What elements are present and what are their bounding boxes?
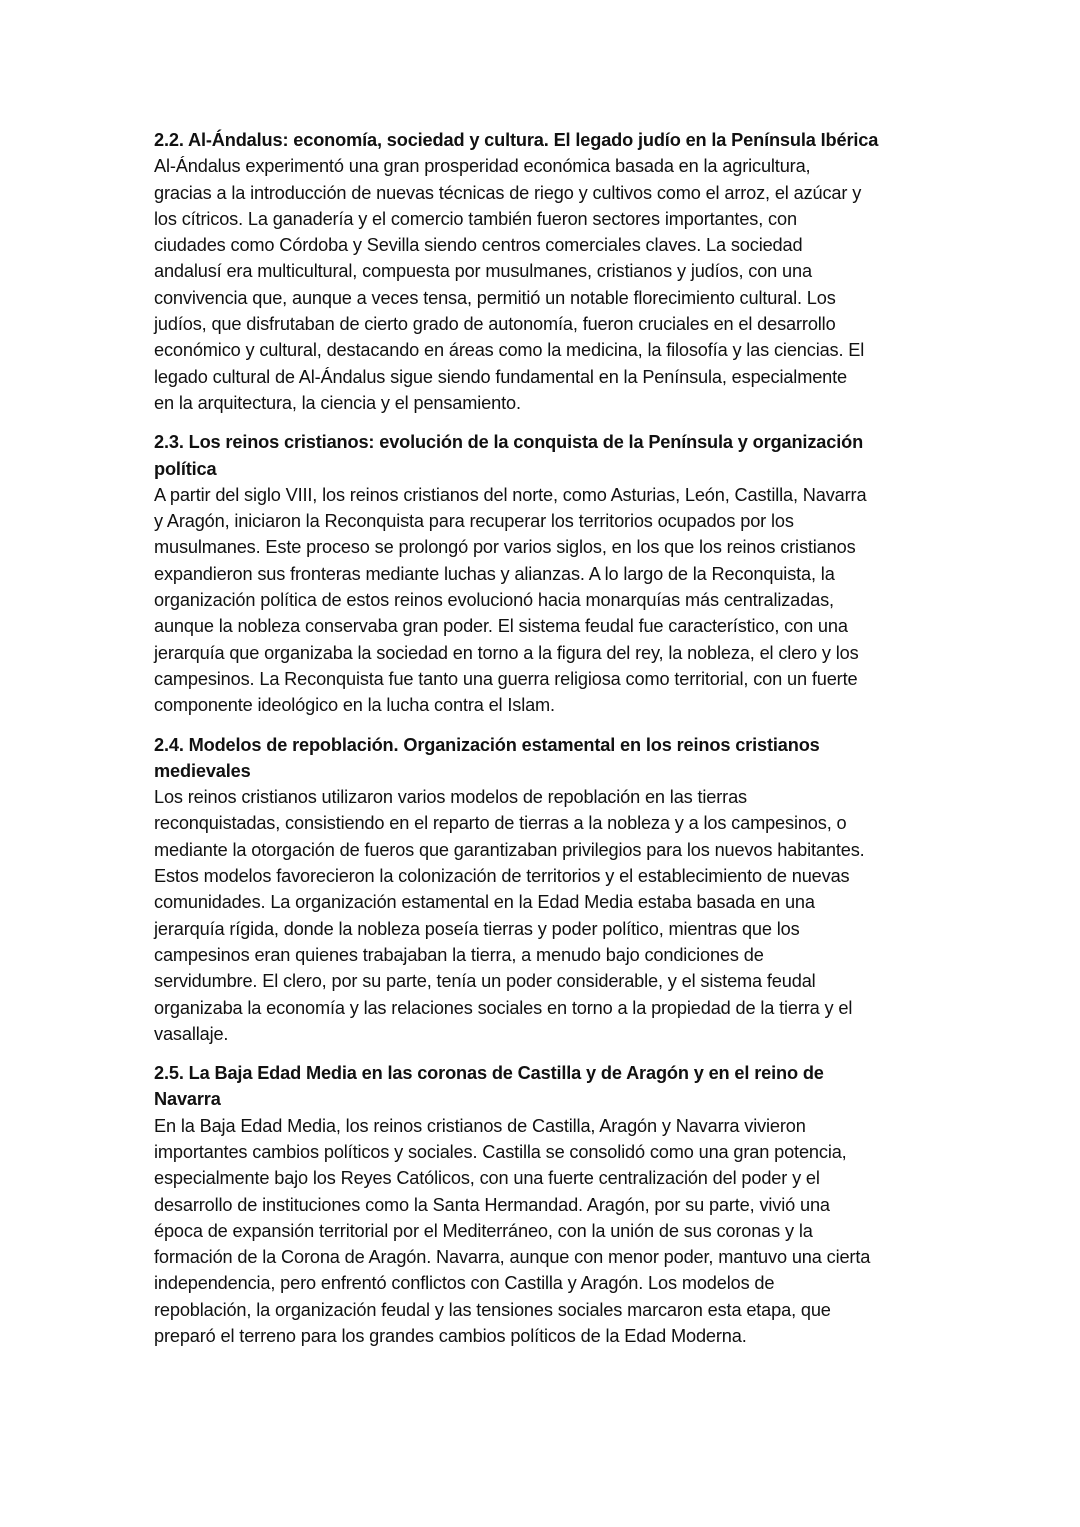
body-line: En la Baja Edad Media, los reinos cristianos de Castilla, Aragón y Navarra vivieron: [154, 1115, 806, 1136]
body-line: independencia, pero enfrentó conflictos con Castilla y Aragón. Los modelos de: [154, 1273, 775, 1294]
body-line: importantes cambios políticos y sociales. Castilla se consolidó como una gran potencia,: [154, 1141, 847, 1162]
body-line: especialmente bajo los Reyes Católicos, con una fuerte centralización del poder y el: [154, 1168, 820, 1189]
body-line: época de expansión territorial por el Mediterráneo, con la unión de sus coronas y la: [154, 1220, 813, 1241]
section-body: [154, 153, 944, 416]
body-line: musulmanes. Este proceso se prolongó por varios siglos, en los que los reinos cristianos: [154, 537, 856, 558]
body-line: y Aragón, iniciaron la Reconquista para recuperar los territorios ocupados por los: [154, 511, 794, 532]
heading-line: medievales: [154, 760, 251, 781]
body-line: económico y cultural, destacando en áreas como la medicina, la filosofía y las ciencias. El: [154, 340, 865, 361]
section-2-4: [154, 732, 944, 1048]
body-line: expandieron sus fronteras mediante luchas y alianzas. A lo largo de la Reconquista, la: [154, 563, 835, 584]
section-2-2: [154, 127, 944, 416]
body-line: andalusí era multicultural, compuesta por musulmanes, cristianos y judíos, con una: [154, 261, 812, 282]
heading-line: política: [154, 458, 217, 479]
section-body: [154, 482, 944, 719]
body-line: desarrollo de instituciones como la Santa Hermandad. Aragón, por su parte, vivió una: [154, 1194, 830, 1215]
body-line: reconquistadas, consistiendo en el reparto de tierras a la nobleza y a los campesinos, o: [154, 813, 847, 834]
body-line: campesinos. La Reconquista fue tanto una guerra religiosa como territorial, con un fuerte: [154, 668, 858, 689]
section-heading: [154, 1060, 944, 1113]
heading-line: Navarra: [154, 1089, 221, 1110]
heading-line: 2.2. Al-Ándalus: economía, sociedad y cultura. El legado judío en la Península Ibérica: [154, 130, 879, 150]
body-line: repoblación, la organización feudal y las tensiones sociales marcaron esta etapa, que: [154, 1299, 831, 1320]
body-line: Los reinos cristianos utilizaron varios modelos de repoblación en las tierras: [154, 787, 747, 808]
body-line: Estos modelos favorecieron la colonización de territorios y el establecimiento de nuevas: [154, 866, 850, 887]
section-body: [154, 1113, 944, 1350]
heading-line: 2.3. Los reinos cristianos: evolución de la conquista de la Península y organización: [154, 432, 864, 453]
body-line: preparó el terreno para los grandes cambios políticos de la Edad Moderna.: [154, 1326, 747, 1347]
body-line: formación de la Corona de Aragón. Navarra, aunque con menor poder, mantuvo una cierta: [154, 1247, 871, 1268]
body-line: judíos, que disfrutaban de cierto grado de autonomía, fueron cruciales en el desarrollo: [154, 314, 836, 335]
heading-line: 2.4. Modelos de repoblación. Organización estamental en los reinos cristianos: [154, 734, 820, 755]
heading-line: 2.5. La Baja Edad Media en las coronas de Castilla y de Aragón y en el reino de: [154, 1063, 824, 1084]
body-line: gracias a la introducción de nuevas técnicas de riego y cultivos como el arroz, el azúcar y: [154, 182, 862, 203]
body-line: A partir del siglo VIII, los reinos cristianos del norte, como Asturias, León, Castilla, Navarra: [154, 484, 867, 505]
body-line: en la arquitectura, la ciencia y el pensamiento.: [154, 392, 521, 413]
body-line: servidumbre. El clero, por su parte, tenía un poder considerable, y el sistema feudal: [154, 971, 816, 992]
body-line: organizaba la economía y las relaciones sociales en torno a la propiedad de la tierra y el: [154, 997, 853, 1018]
body-line: jerarquía rígida, donde la nobleza poseía tierras y poder político, mientras que los: [154, 918, 800, 939]
section-heading: [154, 127, 944, 153]
body-line: mediante la otorgación de fueros que garantizaban privilegios para los nuevos habitantes.: [154, 839, 865, 860]
section-heading: [154, 429, 944, 482]
body-line: Al-Ándalus experimentó una gran prosperidad económica basada en la agricultura,: [154, 156, 811, 177]
section-heading: [154, 732, 944, 785]
body-line: comunidades. La organización estamental en la Edad Media estaba basada en una: [154, 892, 815, 913]
section-2-3: [154, 429, 944, 718]
body-line: componente ideológico en la lucha contra el Islam.: [154, 695, 555, 716]
body-line: ciudades como Córdoba y Sevilla siendo centros comerciales claves. La sociedad: [154, 235, 803, 256]
body-line: organización política de estos reinos evolucionó hacia monarquías más centralizadas,: [154, 590, 834, 611]
body-line: los cítricos. La ganadería y el comercio también fueron sectores importantes, con: [154, 208, 797, 229]
section-body: [154, 784, 944, 1047]
body-line: legado cultural de Al-Ándalus sigue siendo fundamental en la Península, especialmente: [154, 366, 847, 387]
body-line: aunque la nobleza conservaba gran poder. El sistema feudal fue característico, con una: [154, 616, 848, 637]
body-line: campesinos eran quienes trabajaban la tierra, a menudo bajo condiciones de: [154, 944, 764, 965]
body-line: vasallaje.: [154, 1023, 229, 1044]
body-line: jerarquía que organizaba la sociedad en torno a la figura del rey, la nobleza, el clero y los: [154, 642, 859, 663]
body-line: convivencia que, aunque a veces tensa, permitió un notable florecimiento cultural. Los: [154, 287, 836, 308]
section-2-5: [154, 1060, 944, 1349]
document-page: [154, 127, 944, 1362]
